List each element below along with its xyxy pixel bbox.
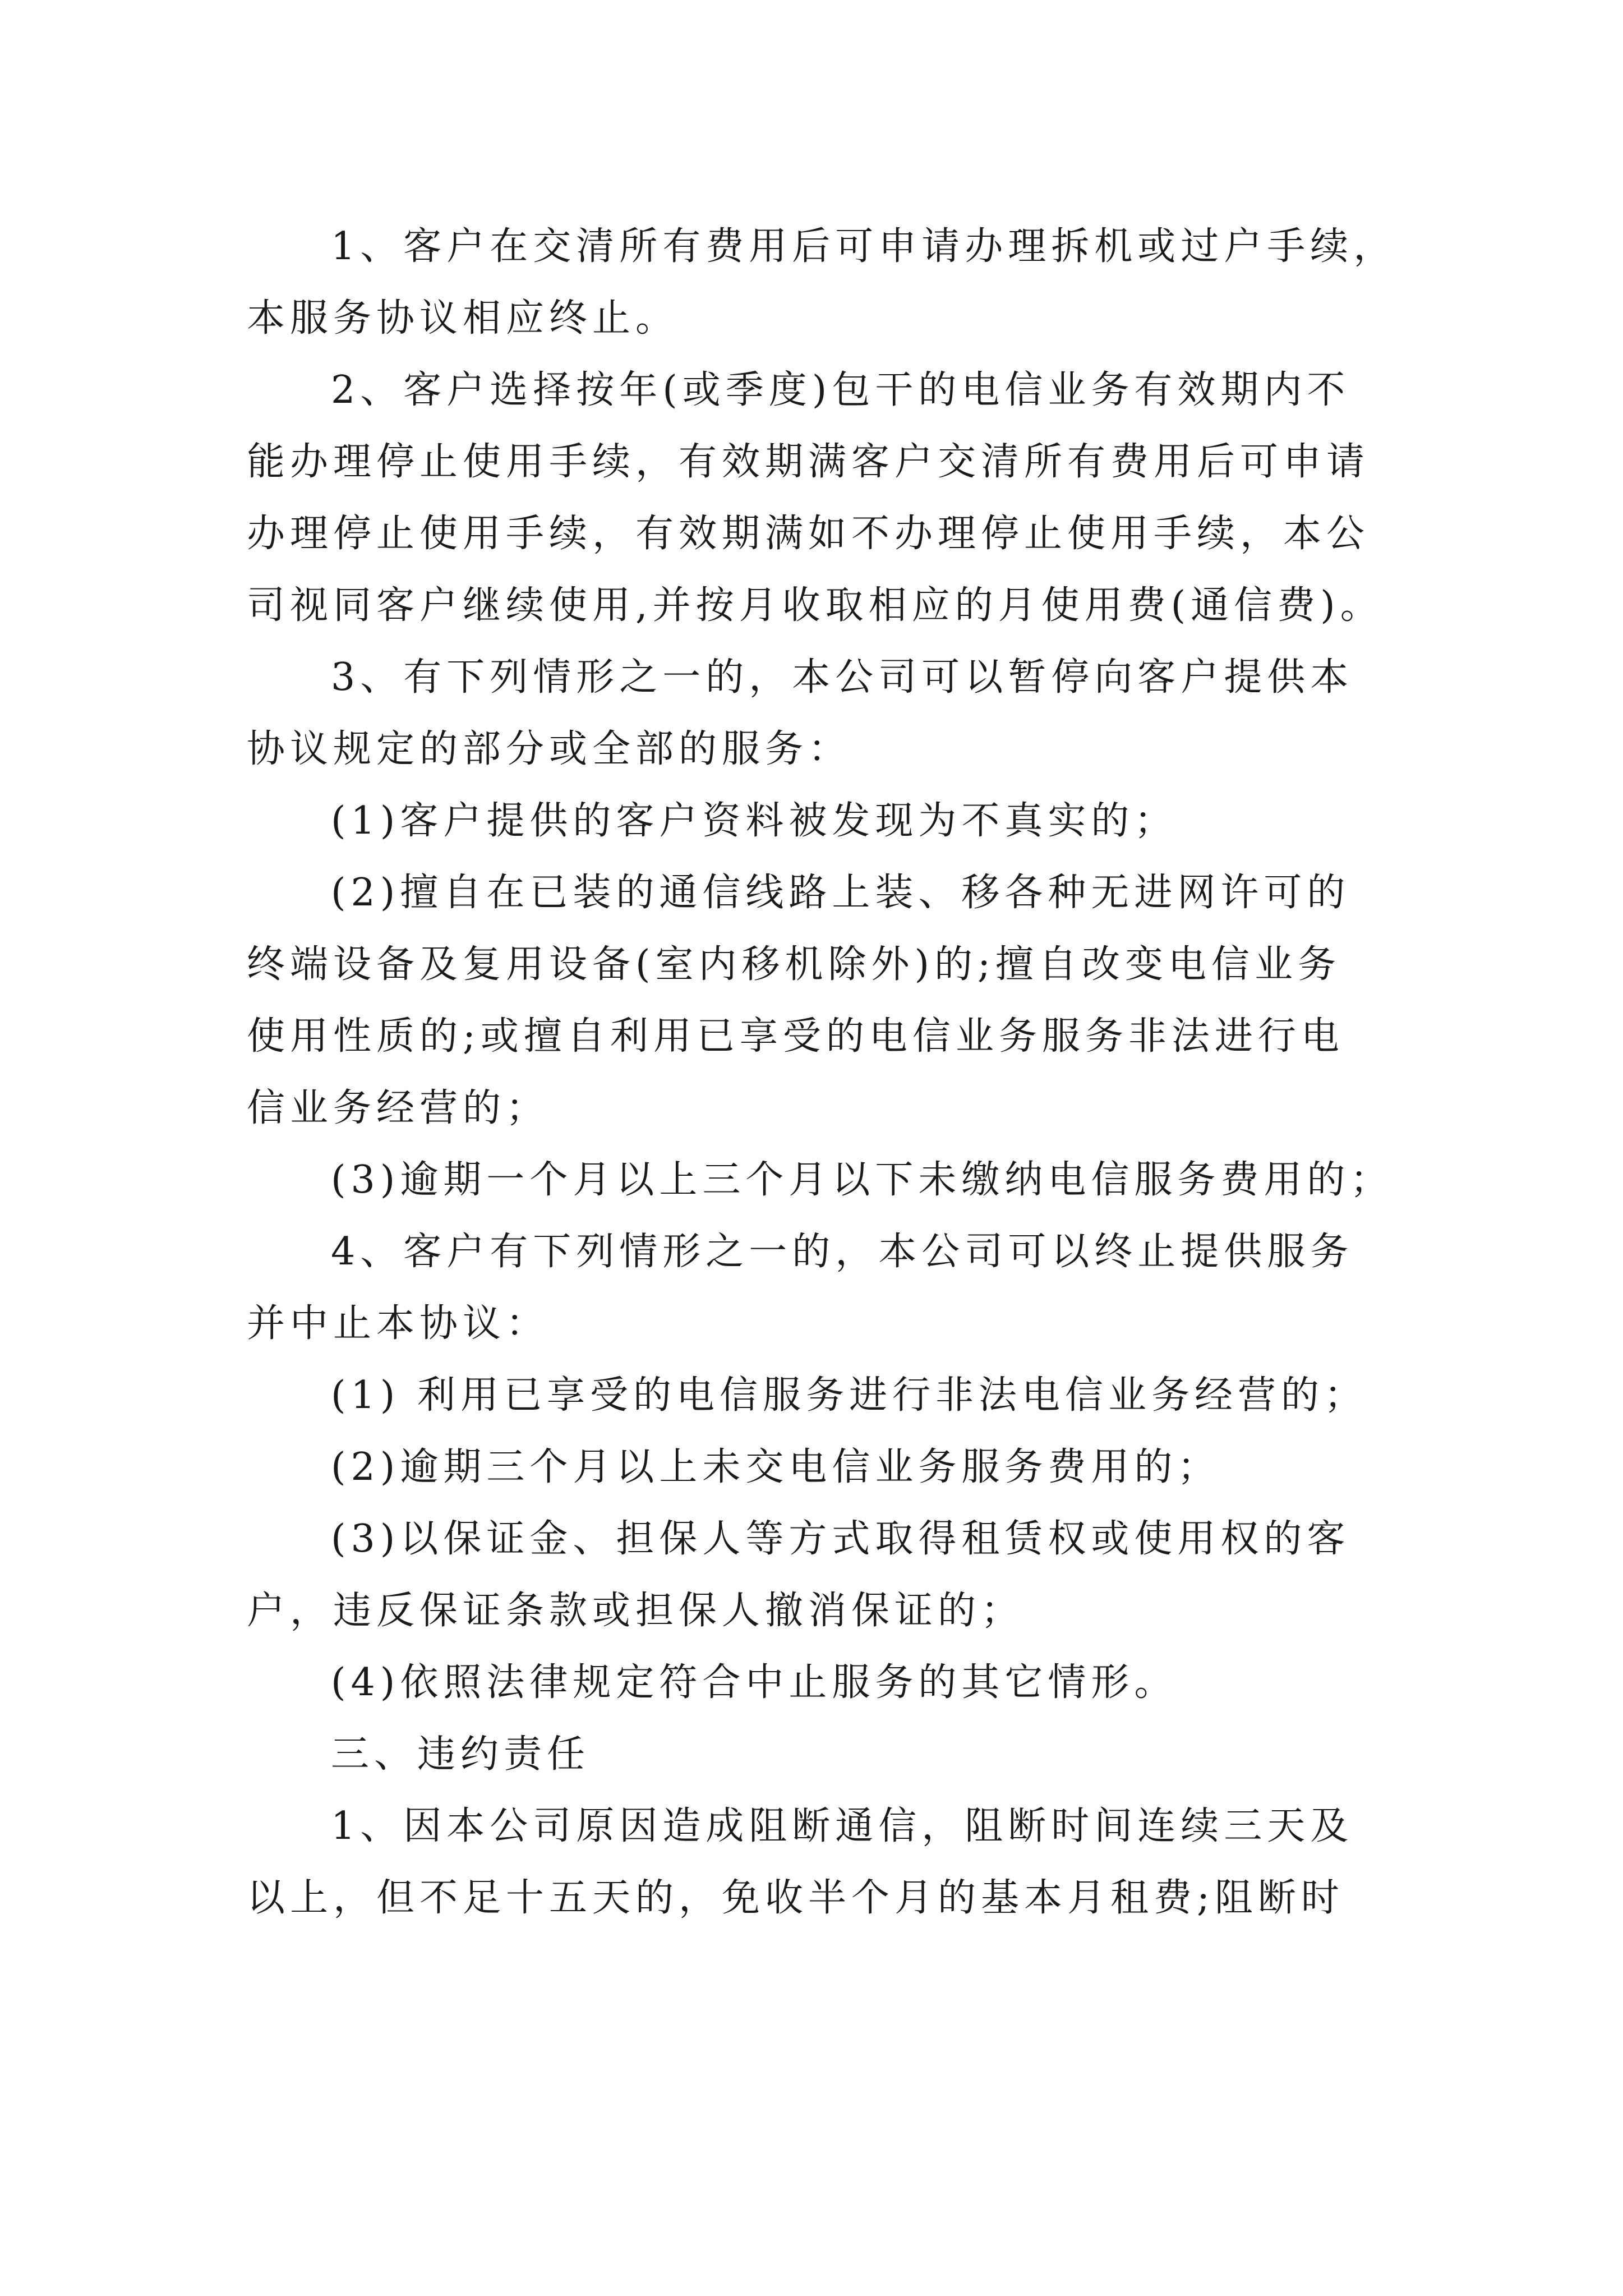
- paragraph-line: (4)依照法律规定符合中止服务的其它情形。: [331, 1660, 1178, 1705]
- paragraph-line: (1)客户提供的客户资料被发现为不真实的；: [331, 799, 1178, 843]
- paragraph-line: 2、客户选择按年(或季度)包干的电信业务有效期内不: [331, 368, 1350, 412]
- paragraph-line: 使用性质的;或擅自利用已享受的电信业务服务非法进行电: [247, 1014, 1344, 1059]
- paragraph-line: 户，违反保证条款或担保人撤消保证的；: [247, 1589, 1025, 1633]
- paragraph-line: 本服务协议相应终止。: [247, 296, 679, 341]
- paragraph-line: 并中止本协议：: [247, 1301, 550, 1346]
- paragraph-line: 1、客户在交清所有费用后可申请办理拆机或过户手续，: [331, 224, 1397, 269]
- paragraph-line: 以上，但不足十五天的，免收半个月的基本月租费;阻断时: [247, 1876, 1344, 1920]
- paragraph-line: 协议规定的部分或全部的服务：: [247, 727, 852, 771]
- paragraph-line: 办理停止使用手续，有效期满如不办理停止使用手续，本公: [247, 512, 1370, 556]
- paragraph-line: (2)逾期三个月以上未交电信业务服务费用的；: [331, 1445, 1221, 1489]
- paragraph-line: 终端设备及复用设备(室内移机除外)的;擅自改变电信业务: [247, 942, 1341, 987]
- paragraph-line: 能办理停止使用手续，有效期满客户交清所有费用后可申请: [247, 440, 1370, 484]
- paragraph-line: (2)擅自在已装的通信线路上装、移各种无进网许可的: [331, 871, 1350, 915]
- paragraph-line: 司视同客户继续使用,并按月收取相应的月使用费(通信费)。: [247, 583, 1384, 628]
- paragraph-line: (1) 利用已享受的电信服务进行非法电信业务经营的；: [331, 1373, 1367, 1418]
- paragraph-line: 4、客户有下列情形之一的，本公司可以终止提供服务: [331, 1230, 1354, 1274]
- section-heading: 三、违约责任: [331, 1732, 591, 1777]
- paragraph-line: 3、有下列情形之一的，本公司可以暂停向客户提供本: [331, 655, 1354, 700]
- paragraph-line: (3)以保证金、担保人等方式取得租赁权或使用权的客: [331, 1517, 1350, 1561]
- paragraph-line: 1、因本公司原因造成阻断通信，阻断时间连续三天及: [331, 1804, 1354, 1848]
- paragraph-line: (3)逾期一个月以上三个月以下未缴纳电信服务费用的；: [331, 1158, 1394, 1202]
- paragraph-line: 信业务经营的；: [247, 1086, 550, 1130]
